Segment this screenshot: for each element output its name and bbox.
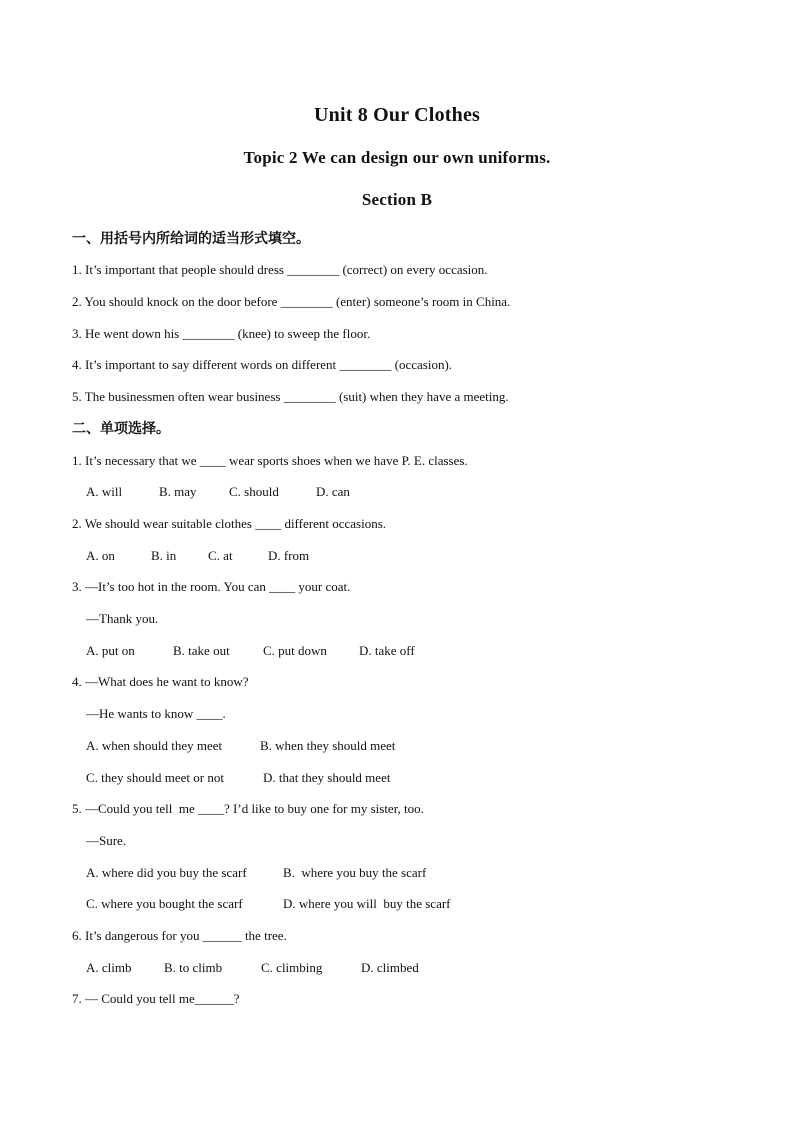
q2-option-b: B. in	[151, 548, 177, 563]
q7-stem: 7. — Could you tell me______?	[72, 991, 240, 1006]
q6-option-b: B. to climb	[164, 960, 223, 975]
q4-stem: 4. —What does he want to know?	[72, 674, 249, 689]
q5-option-b: B. where you buy the scarf	[283, 865, 427, 880]
q3-option-c: C. put down	[263, 643, 327, 658]
q3-option-d: D. take off	[359, 643, 415, 658]
part1-item-4: 4. It’s important to say different words on different ________ (occasion).	[72, 357, 453, 372]
q6-option-c: C. climbing	[261, 960, 323, 975]
q2-option-d: D. from	[268, 548, 310, 563]
q2-stem: 2. We should wear suitable clothes ____ different occasions.	[72, 516, 387, 531]
q6-stem: 6. It’s dangerous for you ______ the tree.	[72, 928, 287, 943]
section-title: Section B	[361, 190, 433, 209]
q5-option-d: D. where you will buy the scarf	[283, 896, 451, 911]
q2-option-c: C. at	[208, 548, 233, 563]
q3-stem: 3. —It’s too hot in the room. You can ____ your coat.	[72, 579, 351, 594]
q5-stem: 5. —Could you tell me ____? I’d like to buy one for my sister, too.	[72, 801, 424, 816]
q5-option-c: C. where you bought the scarf	[86, 896, 243, 911]
q2-option-a: A. on	[86, 548, 115, 563]
q5-option-a: A. where did you buy the scarf	[86, 865, 247, 880]
part1-heading: 一、用括号内所给词的适当形式填空。	[72, 231, 310, 247]
q4-option-d: D. that they should meet	[263, 770, 391, 785]
part1-item-1: 1. It’s important that people should dress ________ (correct) on every occasion.	[72, 262, 488, 277]
part1-item-3: 3. He went down his ________ (knee) to sweep the floor.	[72, 326, 371, 341]
part2-heading: 二、单项选择。	[72, 421, 170, 437]
q3-reply: —Thank you.	[86, 611, 159, 626]
q5-reply: —Sure.	[86, 833, 127, 848]
topic-title: Topic 2 We can design our own uniforms.	[243, 148, 551, 167]
q4-option-a: A. when should they meet	[86, 738, 223, 753]
q1-option-c: C. should	[229, 484, 279, 499]
q1-stem: 1. It’s necessary that we ____ wear sports shoes when we have P. E. classes.	[72, 453, 468, 468]
q1-option-d: D. can	[316, 484, 350, 499]
q3-option-b: B. take out	[173, 643, 230, 658]
part1-item-5: 5. The businessmen often wear business ________ (suit) when they have a meeting.	[72, 389, 509, 404]
q4-reply: —He wants to know ____.	[86, 706, 226, 721]
q1-option-b: B. may	[159, 484, 197, 499]
q4-option-b: B. when they should meet	[260, 738, 396, 753]
q4-option-c: C. they should meet or not	[86, 770, 224, 785]
part1-item-2: 2. You should knock on the door before ________ (enter) someone’s room in China.	[72, 294, 511, 309]
q1-option-a: A. will	[86, 484, 123, 499]
q6-option-d: D. climbed	[361, 960, 419, 975]
q6-option-a: A. climb	[86, 960, 132, 975]
unit-title: Unit 8 Our Clothes	[313, 104, 481, 126]
q3-option-a: A. put on	[86, 643, 135, 658]
